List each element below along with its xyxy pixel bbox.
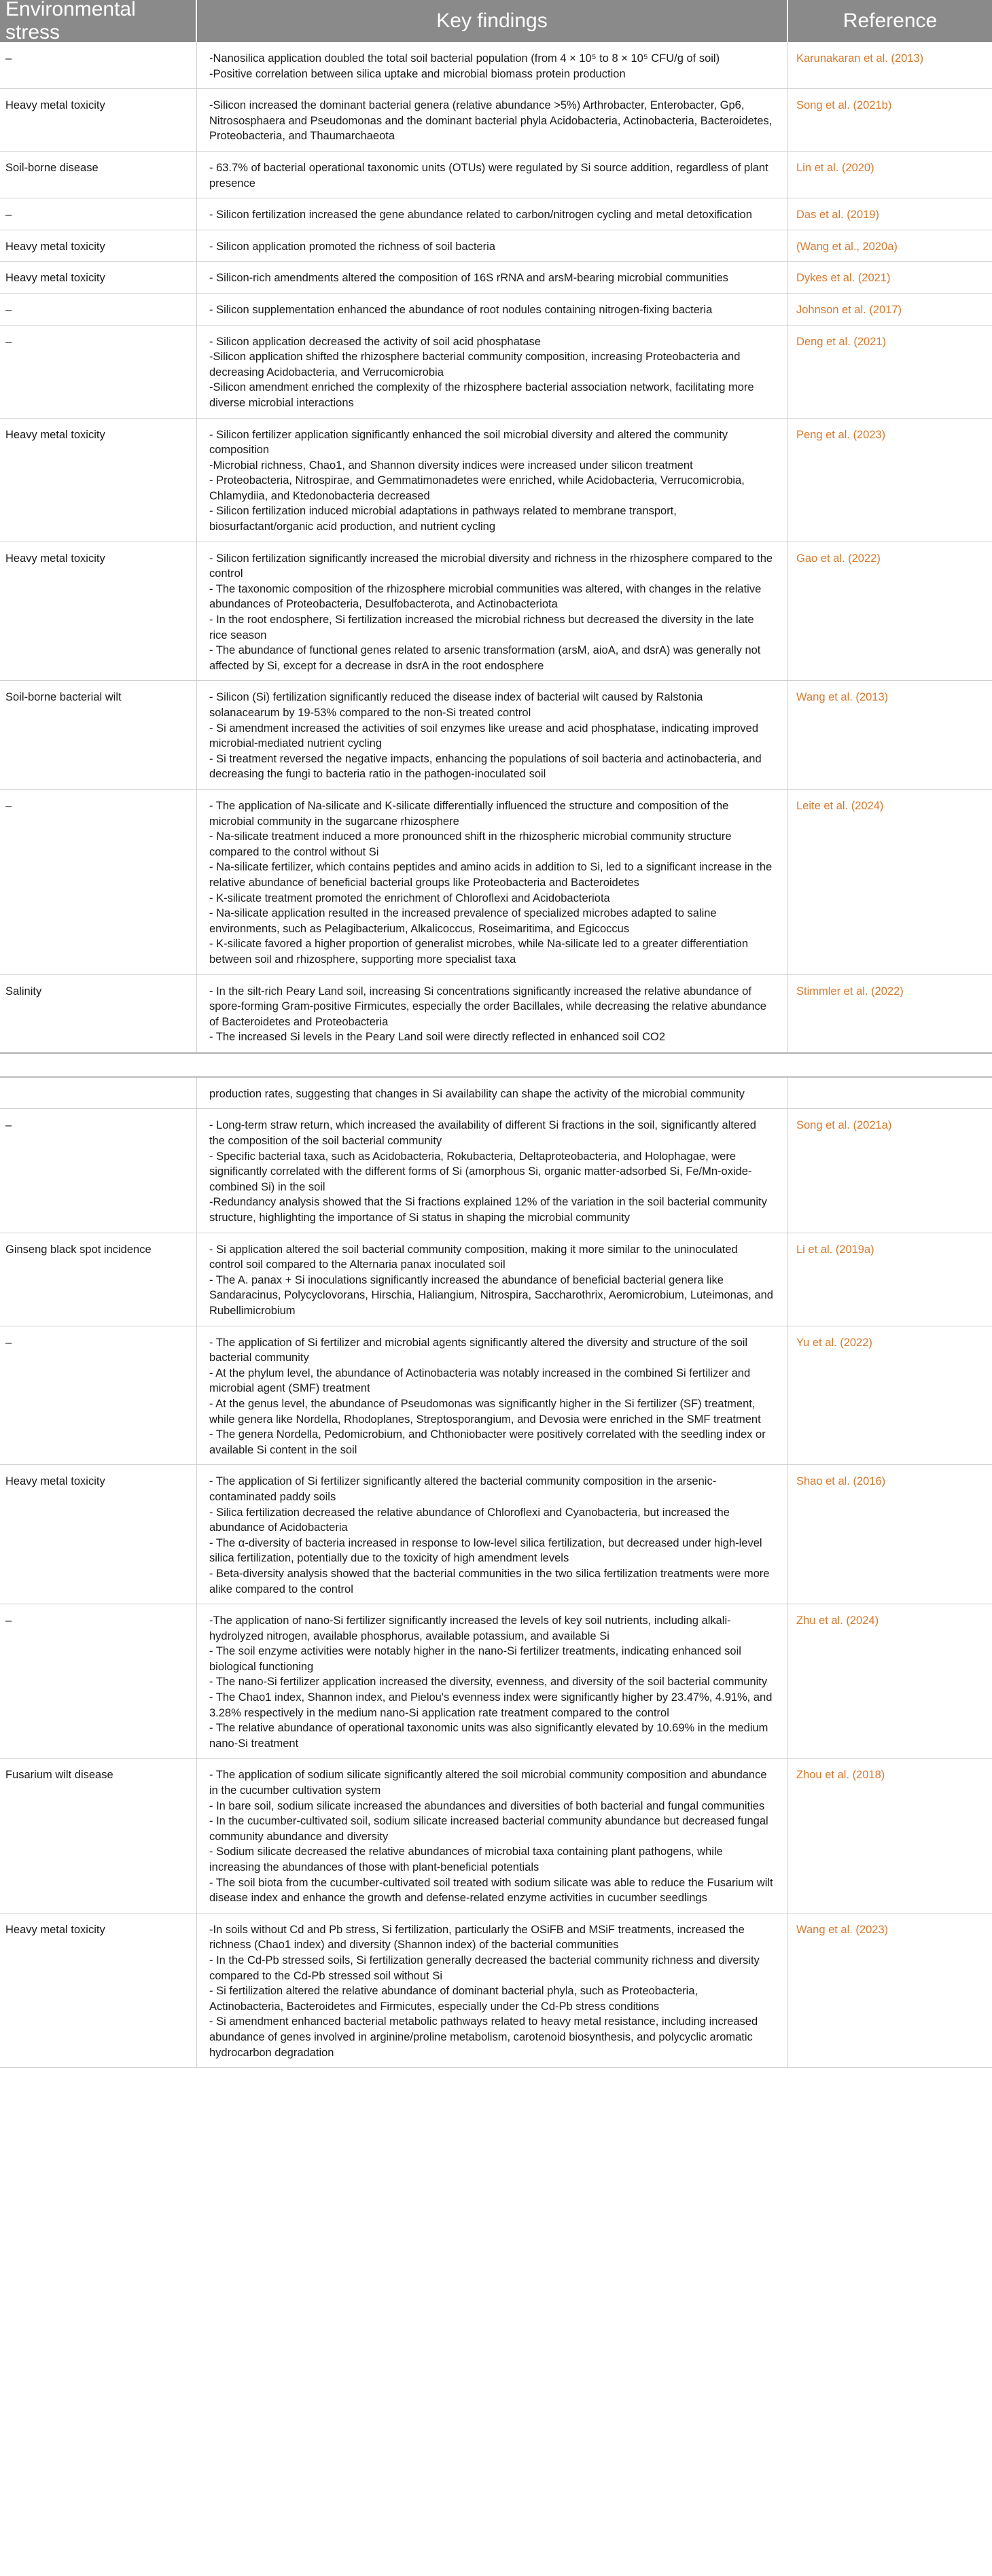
finding-item: - The application of Na-silicate and K-silicate differentially influenced the structure and composition of the microbial community in the sugarcane rhizosphere [209,799,729,828]
finding-item: - Sodium silicate decreased the relative abundances of microbial taxa containing plant pathogens, while increasing the abundances of those with plant-beneficial potentials [209,1846,723,1873]
cell-findings [197,42,788,88]
table-body [0,42,992,2068]
table-row [0,975,992,1053]
table-row [0,294,992,325]
table-row [0,1326,992,1466]
table-row [0,1913,992,2068]
finding-item: - Silicon application promoted the richness of soil bacteria [209,240,495,253]
table-row [0,152,992,198]
finding-item: - At the genus level, the abundance of Pseudomonas was significantly higher in the Si fertilizer (SF) treatment, while genera like Nordella, Rhodoplanes, Streptosporangium, and Devosia were enriched in the SMF treatment [209,1397,761,1426]
table-row [0,1233,992,1326]
cell-stress [0,1078,197,1109]
table-row [0,42,992,89]
finding-item: - The abundance of functional genes related to arsenic transformation (arsM, aioA, and dsrA) was generally not affected by Si, except for a decrease in dsrA in the root endosphere [209,644,761,672]
finding-item: - The Chao1 index, Shannon index, and Pielou's evenness index were significantly higher by 23.47%, 4.91%, and 3.28% respectively in the medium nano-Si application rate treatment compared to the control [209,1691,773,1719]
cell-stress: Heavy metal toxicity [0,542,197,681]
finding-item: - The increased Si levels in the Peary Land soil were directly reflected in enhanced soil CO2 [209,1031,666,1044]
finding-item: - Silicon application decreased the activity of soil acid phosphatase [209,335,541,348]
cell-reference-link[interactable]: Peng et al. (2023) [796,428,886,441]
table-row [0,230,992,262]
cell-stress: Heavy metal toxicity [0,230,197,262]
finding-item: - The α-diversity of bacteria increased in response to low-level silica fertilization, but decreased under high-level silica fertilization, potentially due to the toxicity of high amendment levels [209,1536,762,1565]
finding-item: -Redundancy analysis showed that the Si fractions explained 12% of the variation in the soil bacterial community structure, highlighting the importance of Si status in shaping the microbial community [209,1196,767,1224]
finding-item: - Specific bacterial taxa, such as Acidobacteria, Rokubacteria, Deltaproteobacteria, and Holophagae, were significantly correlated with the different forms of Si (amorphous Si, organic matter-adsorbed Si, Fe/Mn-oxide-combined Si) in the soil [209,1150,752,1193]
finding-item: - The soil enzyme activities were notably higher in the nano-Si fertilizer treatments, indicating enhanced soil biological functioning [209,1645,741,1673]
finding-item: - The A. panax + Si inoculations significantly increased the abundance of beneficial bacterial genera like Sandaracinus, Polycyclovorans, Hirschia, Haliangium, Nitrospira, Saccharothrix, Aeromicrobium, Luteimonas, and Rubellimicrobium [209,1273,773,1317]
cell-reference-link[interactable]: Johnson et al. (2017) [796,303,902,316]
table-row [0,1465,992,1604]
cell-findings [197,198,788,230]
finding-item: -In soils without Cd and Pb stress, Si fertilization, particularly the OSiFB and MSiF treatments, increased the richness (Chao1 index) and diversity (Shannon index) of the bacterial communities [209,1923,745,1952]
cell-stress: Ginseng black spot incidence [0,1233,197,1326]
cell-findings [197,1913,788,2067]
cell-stress: Heavy metal toxicity [0,419,197,542]
cell-stress: – [0,1109,197,1232]
table-row [0,542,992,682]
table-row [0,262,992,294]
table-row [0,419,992,542]
finding-item: -The application of nano-Si fertilizer significantly increased the levels of key soil nutrients, including alkali-hydrolyzed nitrogen, available phosphorus, available potassium, and available Si [209,1615,731,1642]
finding-item: - Si treatment reversed the negative impacts, enhancing the populations of soil bacteria and actinobacteria, and decreasing the fungi to bacteria ratio in the pathogen-inoculated soil [209,752,762,781]
finding-item: - Silica fertilization decreased the relative abundance of Chloroflexi and Cyanobacteria, but increased the abundance of Acidobacteria [209,1506,730,1534]
cell-findings [197,1326,788,1465]
finding-item: - Na-silicate application resulted in the increased prevalence of specialized microbes adapted to saline environments, such as Pelagibacterium, Alkalicoccus, Roseimaritima, and Egicoccus [209,907,717,935]
cell-findings [197,681,788,789]
finding-item: - In the cucumber-cultivated soil, sodium silicate increased bacterial community abundance but decreased fungal community abundance and diversity [209,1815,768,1843]
cell-findings [197,975,788,1052]
finding-item: - The application of Si fertilizer and microbial agents significantly altered the diversity and structure of the soil bacterial community [209,1336,748,1364]
table-row [0,1109,992,1233]
finding-item: - Si amendment increased the activities of soil enzymes like urease and acid phosphatase, indicating improved microbial-mediated nutrient cycling [209,722,759,750]
cell-findings [197,1465,788,1604]
finding-item: - Silicon fertilization induced microbial adaptations in pathways related to membrane transport, biosurfactant/organic acid production, and nutrient cycling [209,505,677,533]
finding-item: - The soil biota from the cucumber-cultivated soil treated with sodium silicate was able to reduce the Fusarium wilt disease index and enhance the growth and defense-related enzyme activities in cucumber seedlings [209,1876,773,1905]
finding-item: - Na-silicate fertilizer, which contains peptides and amino acids in addition to Si, led to a significant increase in the relative abundance of beneficial bacterial groups like Proteobacteria and Bacteroidetes [209,861,773,889]
cell-reference-link[interactable]: Wang et al. (2023) [796,1923,889,1936]
finding-item: - Silicon supplementation enhanced the abundance of root nodules containing nitrogen-fixing bacteria [209,303,713,316]
cell-reference-link[interactable]: (Wang et al., 2020a) [796,240,898,253]
finding-item: - The relative abundance of operational taxonomic units was also significantly elevated by 10.69% in the medium nano-Si treatment [209,1722,768,1750]
cell-findings [197,419,788,542]
cell-findings [197,1109,788,1232]
finding-item: -Silicon increased the dominant bacterial genera (relative abundance >5%) Arthrobacter, Enterobacter, Gp6, Nitrososphaera and Pseudomonas and the dominant bacterial phyla Acidobacteria, Actinobacteria, Bacteroidetes, Proteobacteria, and Thaumarchaeota [209,99,773,143]
header-environmental-stress: Environmental stress [0,0,197,42]
cell-findings [197,542,788,681]
cell-stress: Fusarium wilt disease [0,1759,197,1912]
cell-reference-link[interactable]: Zhu et al. (2024) [796,1615,879,1627]
finding-item: - Si amendment enhanced bacterial metabolic pathways related to heavy metal resistance, including increased abundance of genes involved in arginine/proline metabolism, carotenoid biosynthesis, and polycyclic aromatic hydrocarbon degradation [209,2015,758,2059]
cell-stress: – [0,325,197,418]
finding-item: - Silicon-rich amendments altered the composition of 16S rRNA and arsM-bearing microbial communities [209,272,728,285]
finding-item: - K-silicate favored a higher proportion of generalist microbes, while Na-silicate led to a greater differentiation between soil and rhizosphere, supporting more specialist taxa [209,938,749,966]
cell-stress: Heavy metal toxicity [0,1465,197,1604]
finding-item: - Silicon fertilizer application significantly enhanced the soil microbial diversity and altered the community composition [209,428,728,457]
cell-reference-link[interactable]: Yu et al. (2022) [796,1336,872,1349]
cell-stress: – [0,42,197,88]
cell-reference-link[interactable]: Lin et al. (2020) [796,161,874,174]
finding-item: - The application of Si fertilizer significantly altered the bacterial community composition in the arsenic-contaminated paddy soils [209,1475,717,1503]
cell-reference-link[interactable]: Deng et al. (2021) [796,335,887,348]
cell-stress: – [0,294,197,325]
finding-item: -Microbial richness, Chao1, and Shannon diversity indices were increased under silicon treatment [209,459,693,472]
finding-item: - Si fertilization altered the relative abundance of dominant bacterial phyla, such as Proteobacteria, Actinobacteria, Bacteroidetes and Firmicutes, especially under the Cd-Pb stress conditions [209,1985,698,2013]
cell-findings [197,1759,788,1912]
table-row [0,1759,992,1913]
table-header [0,0,992,42]
cell-findings [197,790,788,974]
cell-reference-link[interactable]: Wang et al. (2013) [796,691,889,704]
table-row [0,1604,992,1759]
finding-item: - Silicon (Si) fertilization significantly reduced the disease index of bacterial wilt caused by Ralstonia solanacearum by 19-53% compared to the non-Si treated control [209,691,703,719]
finding-item: - 63.7% of bacterial operational taxonomic units (OTUs) were regulated by Si source addition, regardless of plant presence [209,161,768,190]
finding-item: production rates, suggesting that changes in Si availability can shape the activity of the microbial community [209,1087,745,1100]
finding-item: - Si application altered the soil bacterial community composition, making it more similar to the uninoculated control soil compared to the Alternaria panax inoculated soil [209,1243,738,1271]
cell-stress: Heavy metal toxicity [0,89,197,151]
finding-item: - Silicon fertilization increased the gene abundance related to carbon/nitrogen cycling and metal detoxification [209,209,752,222]
finding-item: - In the root endosphere, Si fertilization increased the microbial richness but decreased the diversity in the late rice season [209,614,754,641]
finding-item: - The genera Nordella, Pedomicrobium, and Chthoniobacter were positively correlated with the seedling index or available Si content in the soil [209,1428,766,1456]
table-row [0,325,992,419]
cell-findings [197,325,788,418]
finding-item: - In the silt-rich Peary Land soil, increasing Si concentrations significantly increased the relative abundance of spore-forming Gram-positive Firmicutes, especially the order Bacillales, while decreasing the relative abundance of Bacteroidetes and Proteobacteria [209,985,766,1028]
finding-item: - The nano-Si fertilizer application increased the diversity, evenness, and diversity of the soil bacterial community [209,1676,768,1689]
cell-reference-link[interactable]: Zhou et al. (2018) [796,1769,885,1782]
cell-findings [197,1078,788,1109]
cell-stress: – [0,1604,197,1758]
finding-item: - Proteobacteria, Nitrospirae, and Gemmatimonadetes were enriched, while Acidobacteria, Verrucomicrobia, Chlamydiia, and Ktedonobacteria decreased [209,474,745,502]
table-row [0,89,992,152]
cell-reference-link[interactable]: Song et al. (2021b) [796,99,892,112]
page-break-divider [0,1053,992,1078]
table-row [0,790,992,975]
finding-item: -Positive correlation between silica uptake and microbial biomass protein production [209,67,626,80]
finding-item: - In bare soil, sodium silicate increased the abundances and diversities of both bacterial and fungal communities [209,1799,765,1812]
cell-reference-link[interactable]: Karunakaran et al. (2013) [796,52,924,65]
table-row [0,198,992,230]
cell-stress: Heavy metal toxicity [0,1913,197,2067]
finding-item: - Long-term straw return, which increased the availability of different Si fractions in the soil, significantly altered the composition of the soil bacterial community [209,1119,756,1148]
cell-stress: Heavy metal toxicity [0,262,197,293]
finding-item: -Nanosilica application doubled the total soil bacterial population (from 4 × 10⁵ to 8 × 10⁵ CFU/g of soil) [209,52,720,65]
cell-stress: Salinity [0,975,197,1052]
cell-findings [197,152,788,198]
header-key-findings: Key findings [197,0,788,42]
cell-findings [197,89,788,151]
finding-item: -Silicon amendment enriched the complexity of the rhizosphere bacterial association network, facilitating more diverse microbial interactions [209,381,754,409]
finding-item: - At the phylum level, the abundance of Actinobacteria was notably increased in the combined Si fertilizer and microbial agent (SMF) treatment [209,1366,751,1395]
cell-reference-link[interactable] [788,1078,992,1109]
cell-reference-link[interactable]: Gao et al. (2022) [796,552,881,565]
cell-reference-link[interactable]: Shao et al. (2016) [796,1475,886,1488]
cell-reference-link[interactable]: Leite et al. (2024) [796,799,884,812]
cell-findings [197,1604,788,1758]
header-reference: Reference [843,10,938,32]
cell-findings [197,294,788,325]
finding-item: - In the Cd-Pb stressed soils, Si fertilization generally decreased the bacterial community richness and diversity compared to the Cd-Pb stressed soil without Si [209,1954,760,1982]
cell-stress: Soil-borne bacterial wilt [0,681,197,789]
finding-item: - The taxonomic composition of the rhizosphere microbial communities was altered, with changes in the relative abundances of Proteobacteria, Desulfobacterota, and Actinobacteriota [209,582,762,611]
cell-reference-link[interactable]: Song et al. (2021a) [796,1119,892,1132]
cell-reference-link[interactable]: Das et al. (2019) [796,209,879,222]
cell-findings [197,262,788,293]
cell-reference-link[interactable]: Stimmler et al. (2022) [796,985,904,998]
cell-findings [197,1233,788,1326]
table-row [0,681,992,790]
finding-item: - K-silicate treatment promoted the enrichment of Chloroflexi and Acidobacteriota [209,892,610,904]
cell-stress: – [0,198,197,230]
finding-item: - Silicon fertilization significantly increased the microbial diversity and richness in the rhizosphere compared to the control [209,552,773,580]
finding-item: - The application of sodium silicate significantly altered the soil microbial community composition and abundance in the cucumber cultivation system [209,1769,767,1797]
table-row [0,1078,992,1110]
cell-stress: – [0,790,197,974]
finding-item: - Beta-diversity analysis showed that the bacterial communities in the two silica fertilization treatments were more alike compared to the control [209,1567,770,1595]
cell-reference-link[interactable]: Li et al. (2019a) [796,1243,874,1256]
cell-stress: Soil-borne disease [0,152,197,198]
finding-item: - Na-silicate treatment induced a more pronounced shift in the rhizospheric microbial community structure compared to the control without Si [209,830,732,858]
cell-reference-link[interactable]: Dykes et al. (2021) [796,272,891,285]
cell-stress: – [0,1326,197,1465]
cell-findings [197,230,788,262]
finding-item: -Silicon application shifted the rhizosphere bacterial community composition, increasing Proteobacteria and decreasing Acidobacteria, and Verrucomicrobia [209,351,741,378]
